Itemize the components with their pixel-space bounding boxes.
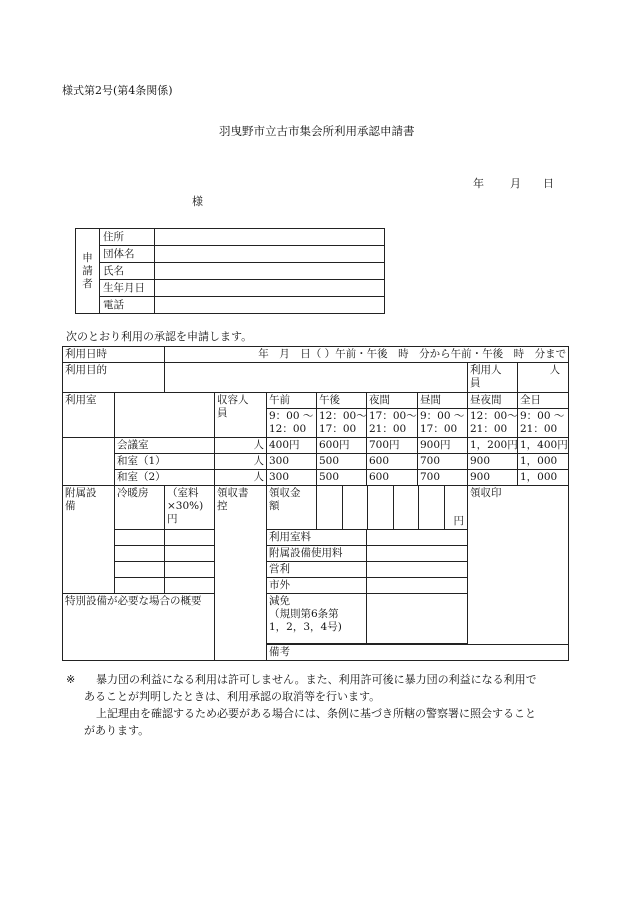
notes-section: [66, 671, 566, 739]
people-label: 利用人 員: [468, 363, 518, 393]
intro-text: 次のとおり利用の承認を申請します。: [66, 330, 253, 343]
note-line-1: 暴力団の利益になる利用は許可しません。また、利用許可後に暴力団の利益になる利用で: [96, 673, 537, 686]
fee-cell: 300: [267, 454, 317, 470]
people-field[interactable]: 人: [518, 363, 569, 393]
capacity-cell[interactable]: 人: [215, 470, 267, 486]
period-time: 9：00 ～ 12：00: [267, 409, 317, 438]
name-label: 氏名: [100, 263, 155, 280]
applicant-label: 申 請 者: [76, 229, 100, 314]
period-name: 昼夜間: [468, 393, 518, 409]
period-time: 12：00～ 17：00: [317, 409, 367, 438]
yen-unit: 円: [453, 515, 464, 527]
note-line-3: 上記理由を確認するため必要がある場合には、条例に基づき所轄の警察署に照会すること: [96, 707, 536, 720]
equipment-label: 附属設 備: [63, 486, 115, 594]
datetime-label: 利用日時: [63, 347, 165, 363]
period-time: 12：00～ 21：00: [468, 409, 518, 438]
period-time: 9：00 ～ 21：00: [518, 409, 569, 438]
phone-label: 電話: [100, 297, 155, 314]
fee-cell: 700: [418, 454, 468, 470]
period-time: 17：00～ 21：00: [367, 409, 418, 438]
period-name: 午前: [267, 393, 317, 409]
capacity-cell[interactable]: 人: [215, 454, 267, 470]
period-name: 午後: [317, 393, 367, 409]
datetime-field[interactable]: 年 月 日（ ）午前・午後 時 分から午前・午後 時 分まで: [165, 347, 569, 363]
exemption-field[interactable]: [367, 594, 468, 644]
fee-cell: 900円: [418, 438, 468, 454]
phone-field[interactable]: [155, 297, 385, 314]
group-name-label: 団体名: [100, 246, 155, 263]
fee-cell: 700: [418, 470, 468, 486]
fee-cell: 400円: [267, 438, 317, 454]
address-field[interactable]: [155, 229, 385, 246]
birthdate-label: 生年月日: [100, 280, 155, 297]
room-name: 和室（2）: [115, 470, 215, 486]
name-field[interactable]: [155, 263, 385, 280]
room-fee-label: 利用室料: [267, 530, 367, 546]
fee-cell: 900: [468, 470, 518, 486]
room-label: 利用室: [63, 393, 115, 438]
form-number: 様式第2号(第4条関係): [62, 84, 173, 97]
form-title: 羽曳野市立古市集会所利用承認申請書: [219, 124, 415, 138]
date-year-label: 年: [473, 177, 484, 190]
special-equipment-field[interactable]: 特別設備が必要な場合の概要: [63, 594, 215, 661]
amount-field[interactable]: [317, 486, 468, 530]
fee-cell: 600: [367, 454, 418, 470]
equipment-fee-field[interactable]: [367, 546, 468, 562]
purpose-field[interactable]: [165, 363, 468, 393]
date-day-label: 日: [543, 177, 554, 190]
date-month-label: 月: [510, 177, 521, 190]
birthdate-field[interactable]: [155, 280, 385, 297]
fee-cell: 600: [367, 470, 418, 486]
note-line-2: あることが判明したときは、利用承認の取消等を行います。: [84, 690, 381, 703]
group-name-field[interactable]: [155, 246, 385, 263]
usage-table: [62, 346, 569, 661]
outside-city-label: 市外: [267, 578, 367, 594]
commercial-field[interactable]: [367, 562, 468, 578]
fee-cell: 500: [317, 454, 367, 470]
applicant-table: [75, 228, 385, 314]
equipment-fee-label: 附属設備使用料: [267, 546, 367, 562]
room-name: 和室（1）: [115, 454, 215, 470]
receipt-stub-label: 領収書 控: [215, 486, 267, 661]
period-name: 夜間: [367, 393, 418, 409]
address-label: 住所: [100, 229, 155, 246]
amount-label: 領収金 額: [267, 486, 317, 530]
purpose-label: 利用目的: [63, 363, 165, 393]
fee-cell: 700円: [367, 438, 418, 454]
remarks-field[interactable]: 備考: [267, 645, 569, 661]
exemption-label: 減免 （規則第6条第 1，2，3，4号): [267, 594, 367, 644]
fee-cell: 1，000: [518, 454, 569, 470]
room-name: 会議室: [115, 438, 215, 454]
note-mark: ※: [66, 673, 76, 686]
fee-cell: 1，000: [518, 470, 569, 486]
fee-cell: 1，400円: [518, 438, 569, 454]
outside-city-field[interactable]: [367, 578, 468, 594]
period-time: 9：00 ～ 17：00: [418, 409, 468, 438]
aircon-label: 冷暖房: [115, 486, 165, 530]
fee-cell: 600円: [317, 438, 367, 454]
addressee-label: 様: [192, 195, 203, 208]
fee-cell: 900: [468, 454, 518, 470]
period-name: 全日: [518, 393, 569, 409]
receipt-seal-area[interactable]: 領収印: [468, 486, 569, 645]
note-line-4: があります。: [84, 724, 150, 737]
fee-cell: 1，200円: [468, 438, 518, 454]
room-fee-field[interactable]: [367, 530, 468, 546]
capacity-label: 収容人 員: [215, 393, 267, 438]
commercial-label: 営利: [267, 562, 367, 578]
period-name: 昼間: [418, 393, 468, 409]
aircon-note: （室料 ×30%) 円: [165, 486, 215, 530]
capacity-cell[interactable]: 人: [215, 438, 267, 454]
fee-cell: 300: [267, 470, 317, 486]
fee-cell: 500: [317, 470, 367, 486]
